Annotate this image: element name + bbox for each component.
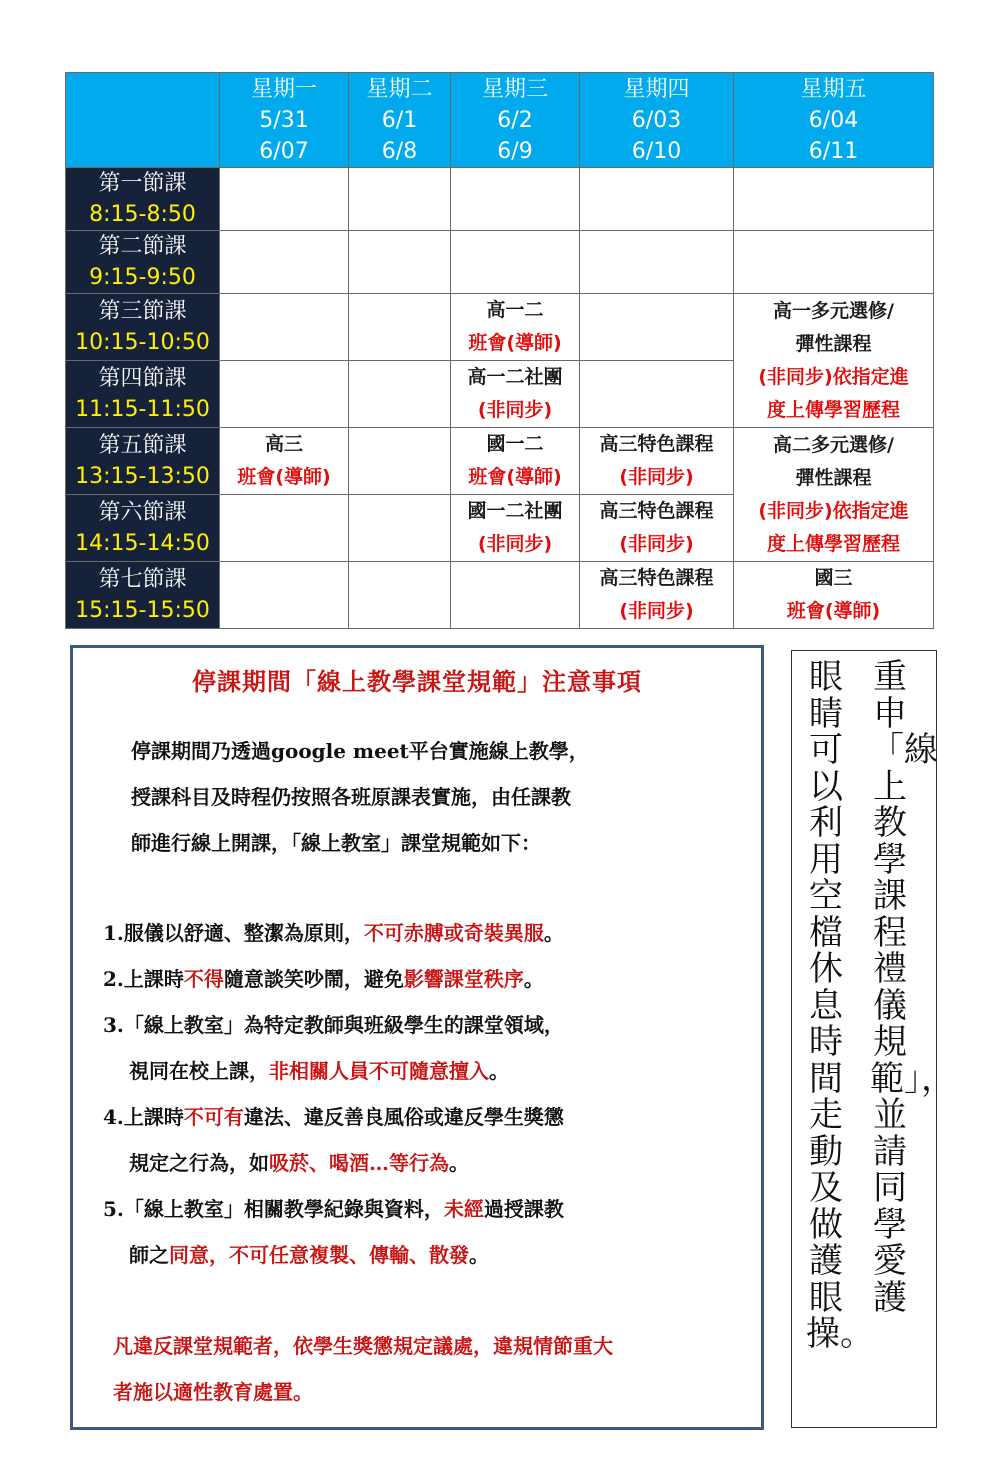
period-row-5 — [66, 428, 934, 495]
cell-p4-thu — [580, 361, 734, 428]
period-6-label: 第六節課 14:15-14:50 — [66, 495, 220, 562]
cell-p7-wed — [451, 562, 580, 629]
header-wed: 星期三 6/2 6/9 — [451, 73, 580, 168]
cell-p2-fri — [734, 231, 934, 294]
cell-p2-wed — [451, 231, 580, 294]
cell-p3-wed: 高一二 班會(導師) — [451, 294, 580, 361]
cell-p2-tue — [349, 231, 451, 294]
cell-p3-mon — [220, 294, 349, 361]
cell-p6-thu: 高三特色課程 (非同步) — [580, 495, 734, 562]
period-row-2 — [66, 231, 934, 294]
cell-p3-p4-fri: 高一多元選修/ 彈性課程 (非同步)依指定進 度上傳學習歷程 — [734, 294, 934, 428]
cell-p4-tue — [349, 361, 451, 428]
header-fri: 星期五 6/04 6/11 — [734, 73, 934, 168]
cell-p7-fri: 國三 班會(導師) — [734, 562, 934, 629]
rules-title: 停課期間「線上教學課堂規範」注意事項 — [192, 667, 642, 696]
period-row-3 — [66, 294, 934, 361]
rules-intro: 停課期間乃透過google meet平台實施線上教學， 授課科目及時程仍按照各班原課表實施，由任課教 師進行線上開課，「線上教室」課堂規範如下： — [131, 739, 589, 855]
rule-item-4: 4.上課時不可有違法、違反善良風俗或違反學生獎懲 — [103, 1105, 564, 1129]
cell-p4-wed: 高一二社團 (非同步) — [451, 361, 580, 428]
rule-item-2: 2.上課時不得隨意談笑吵鬧，避免影響課堂秩序。 — [103, 967, 544, 991]
cell-p7-mon — [220, 562, 349, 629]
header-tue: 星期二 6/1 6/8 — [349, 73, 451, 168]
cell-p1-mon — [220, 168, 349, 231]
cell-p3-thu — [580, 294, 734, 361]
header-thu: 星期四 6/03 6/10 — [580, 73, 734, 168]
rule-item-1: 1.服儀以舒適、整潔為原則，不可赤膊或奇裝異服。 — [103, 921, 564, 945]
cell-p6-mon — [220, 495, 349, 562]
class-schedule-table — [65, 72, 934, 629]
cell-p2-mon — [220, 231, 349, 294]
rule-item-5: 5.「線上教室」相關教學紀錄與資料，未經過授課教 — [103, 1197, 564, 1221]
reminder-column-2: 眼睛可以利用空檔休息時間走動及做護眼操。 — [806, 657, 874, 1354]
cell-p4-mon — [220, 361, 349, 428]
period-4-label: 第四節課 11:15-11:50 — [66, 361, 220, 428]
period-row-7 — [66, 562, 934, 629]
period-3-label: 第三節課 10:15-10:50 — [66, 294, 220, 361]
cell-p1-fri — [734, 168, 934, 231]
cell-p7-tue — [349, 562, 451, 629]
online-class-rules-box — [70, 645, 764, 1430]
period-1-label: 第一節課 8:15-8:50 — [66, 168, 220, 231]
rules-penalty-note: 凡違反課堂規範者，依學生獎懲規定議處，違規情節重大 者施以適性教育處置。 — [113, 1334, 613, 1404]
cell-p7-thu: 高三特色課程 (非同步) — [580, 562, 734, 629]
header-mon: 星期一 5/31 6/07 — [220, 73, 349, 168]
cell-p5-mon: 高三 班會(導師) — [220, 428, 349, 495]
period-7-label: 第七節課 15:15-15:50 — [66, 562, 220, 629]
period-2-label: 第二節課 9:15-9:50 — [66, 231, 220, 294]
cell-p1-tue — [349, 168, 451, 231]
rule-item-5-cont: 師之同意，不可任意複製、傳輸、散發。 — [129, 1243, 489, 1267]
cell-p5-p6-fri: 高二多元選修/ 彈性課程 (非同步)依指定進 度上傳學習歷程 — [734, 428, 934, 562]
cell-p1-wed — [451, 168, 580, 231]
rule-item-4-cont: 規定之行為，如吸菸、喝酒…等行為。 — [129, 1151, 469, 1175]
cell-p6-wed: 國一二社團 (非同步) — [451, 495, 580, 562]
cell-p2-thu — [580, 231, 734, 294]
period-5-label: 第五節課 13:15-13:50 — [66, 428, 220, 495]
cell-p5-tue — [349, 428, 451, 495]
header-corner — [66, 73, 220, 168]
reminder-column-1: 重申「線上教學課程禮儀規範」，並請同學愛護 — [870, 657, 955, 1318]
cell-p5-wed: 國一二 班會(導師) — [451, 428, 580, 495]
rule-item-3-cont: 視同在校上課，非相關人員不可隨意擅入。 — [129, 1059, 509, 1083]
schedule-header-row — [66, 73, 934, 168]
rule-item-3: 3.「線上教室」為特定教師與班級學生的課堂領域， — [103, 1013, 564, 1037]
cell-p1-thu — [580, 168, 734, 231]
eye-care-reminder-box — [791, 650, 955, 1428]
cell-p5-thu: 高三特色課程 (非同步) — [580, 428, 734, 495]
cell-p6-tue — [349, 495, 451, 562]
rules-list — [103, 910, 723, 1278]
period-row-1 — [66, 168, 934, 231]
cell-p3-tue — [349, 294, 451, 361]
